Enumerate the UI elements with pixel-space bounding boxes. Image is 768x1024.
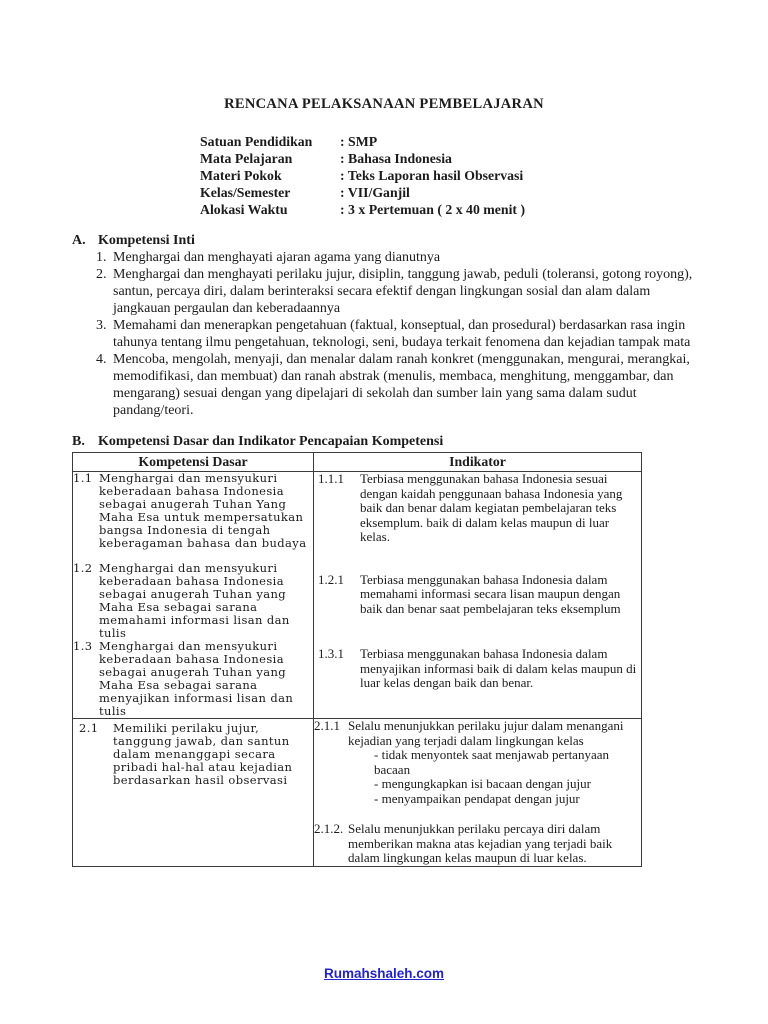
kd-item-text: Memiliki perilaku jujur, tanggung jawab, dan santun dalam menanggapi secara pribadi hal-hal atau kejadian berdasarkan hasil observasi bbox=[113, 721, 293, 787]
meta-value: : 3 x Pertemuan ( 2 x 40 menit ) bbox=[340, 202, 526, 217]
list-item bbox=[96, 351, 710, 419]
kd-item-text: Menghargai dan mensyukuri keberadaan bahasa Indonesia sebagai anugerah Tuhan yang Maha Esa sebagai sarana memahami informasi lisan dan tulis bbox=[99, 561, 290, 640]
indikator-number: 1.2.1 bbox=[318, 571, 344, 587]
bullet-line: - mengungkapkan isi bacaan dengan jujur bbox=[374, 776, 591, 791]
meta-row bbox=[200, 150, 768, 167]
table-header-row bbox=[73, 453, 642, 472]
list-item-text: Memahami dan menerapkan pengetahuan (faktual, konseptual, dan prosedural) berdasarkan rasa ingin tahunya tentang ilmu pengetahuan, teknologi, seni, budaya terkait fenomena dan kejadian tampak mata bbox=[113, 318, 691, 350]
kd-item-1-2 bbox=[73, 562, 313, 640]
indikator-item-1-3-1 bbox=[314, 647, 641, 691]
section-letter: A. bbox=[72, 233, 86, 248]
footer-link[interactable]: Rumahshaleh.com bbox=[323, 966, 445, 981]
meta-label: Satuan Pendidikan bbox=[200, 134, 313, 149]
section-letter: B. bbox=[72, 434, 85, 449]
kd-item-text: Menghargai dan mensyukuri keberadaan bahasa Indonesia sebagai anugerah Tuhan Yang Maha Esa untuk mempersatukan bangsa Indonesia di tengah keberagaman bahasa dan budaya bbox=[99, 471, 307, 550]
kompetensi-inti-list bbox=[72, 249, 710, 419]
indikator-text: Terbiasa menggunakan bahasa Indonesia sesuai dengan kaidah penggunaan bahasa Indonesia yang baik dan benar dalam kegiatan pembelajaran teks eksemplum. baik di dalam kelas maupun di luar kelas. bbox=[360, 471, 623, 544]
indikator-item-2-1-2 bbox=[314, 822, 633, 866]
meta-row bbox=[200, 184, 768, 201]
kd-item-number: 1.2 bbox=[73, 561, 93, 575]
indikator-item-1-2-1 bbox=[314, 573, 641, 617]
indikator-number: 2.1.2. bbox=[314, 821, 344, 836]
meta-value: : Bahasa Indonesia bbox=[340, 151, 452, 166]
meta-value: : Teks Laporan hasil Observasi bbox=[340, 168, 524, 183]
kd-item-2-1 bbox=[79, 722, 313, 787]
indikator-text: Selalu menunjukkan perilaku percaya diri dalam memberikan makna atas kejadian yang terjadi baik dalam lingkungan kelas maupun di luar kelas. bbox=[348, 821, 613, 865]
kd-item-1-1 bbox=[73, 472, 313, 550]
indikator-cell-2 bbox=[314, 719, 642, 867]
bullet-line: - menyampaikan pendapat dengan jujur bbox=[374, 790, 580, 806]
list-item-text: Mencoba, mengolah, menyaji, dan menalar dalam ranah konkret (menggunakan, mengurai, merangkai, memodifikasi, dan membuat) dan ranah abstrak (menulis, membaca, menghitung, menggambar, dan mengarang) sesuai dengan yang dipelajari di sekolah dan sumber lain yang sama dalam sudut pandang/teori. bbox=[113, 352, 690, 418]
section-heading-text: Kompetensi Dasar dan Indikator Pencapaian Kompetensi bbox=[98, 434, 444, 449]
section-a-heading bbox=[72, 232, 710, 249]
section-kompetensi-dasar bbox=[72, 433, 710, 867]
meta-row bbox=[200, 201, 768, 218]
list-item-text: Menghargai dan menghayati ajaran agama yang dianutnya bbox=[113, 250, 441, 265]
indikator-text: Terbiasa menggunakan bahasa Indonesia dalam menyajikan informasi baik di dalam kelas maupun di luar kelas dengan baik dan benar. bbox=[360, 646, 637, 690]
table-row bbox=[73, 719, 642, 867]
indikator-item-2-1-1 bbox=[314, 719, 633, 806]
page-footer bbox=[0, 966, 768, 981]
indikator-number: 2.1.1 bbox=[314, 718, 340, 733]
bullet-line: - tidak menyontek saat menjawab pertanyaan bacaan bbox=[374, 747, 609, 777]
list-item bbox=[96, 317, 710, 351]
meta-label: Kelas/Semester bbox=[200, 185, 291, 200]
indikator-item-1-1-1 bbox=[314, 472, 641, 545]
indikator-text-main: Selalu menunjukkan perilaku jujur dalam menangani kejadian yang terjadi dalam lingkungan kelas bbox=[348, 718, 624, 748]
list-item bbox=[96, 249, 710, 266]
column-header-indikator: Indikator bbox=[314, 453, 642, 472]
list-item-number: 4. bbox=[96, 352, 107, 367]
table-row bbox=[73, 472, 642, 719]
section-heading-text: Kompetensi Inti bbox=[98, 233, 195, 248]
list-item-text: Menghargai dan menghayati perilaku jujur, disiplin, tanggung jawab, peduli (toleransi, gotong royong), santun, percaya diri, dalam berinteraksi secara efektif dengan lingkungan sosial dan alam dalam jangkauan pergaulan dan keberadaannya bbox=[113, 267, 693, 316]
kd-item-1-3 bbox=[73, 640, 313, 718]
meta-label: Mata Pelajaran bbox=[200, 151, 293, 166]
column-header-kompetensi-dasar: Kompetensi Dasar bbox=[73, 453, 314, 472]
meta-value: : VII/Ganjil bbox=[340, 185, 410, 200]
meta-label: Materi Pokok bbox=[200, 168, 282, 183]
kompetensi-dasar-cell-2 bbox=[73, 719, 314, 867]
kompetensi-dasar-cell-1 bbox=[73, 472, 314, 719]
indikator-bullets bbox=[374, 748, 633, 806]
document-meta-block bbox=[200, 133, 768, 218]
list-item-number: 2. bbox=[96, 267, 107, 282]
meta-label: Alokasi Waktu bbox=[200, 202, 288, 217]
list-item-number: 3. bbox=[96, 318, 107, 333]
list-item bbox=[96, 266, 710, 317]
page-title: RENCANA PELAKSANAAN PEMBELAJARAN bbox=[224, 96, 544, 112]
meta-value: : SMP bbox=[340, 134, 378, 149]
kd-item-number: 1.3 bbox=[73, 639, 93, 653]
section-b-heading bbox=[72, 433, 710, 450]
list-item-number: 1. bbox=[96, 250, 107, 265]
kompetensi-indikator-table bbox=[72, 452, 642, 867]
kd-item-number: 2.1 bbox=[79, 721, 99, 735]
indikator-cell-1 bbox=[314, 472, 642, 719]
indikator-text: Terbiasa menggunakan bahasa Indonesia dalam memahami informasi secara lisan maupun dengan baik dan benar saat pembelajaran teks eksemplum bbox=[360, 571, 621, 616]
section-kompetensi-inti bbox=[72, 232, 710, 419]
indikator-text bbox=[348, 719, 633, 806]
kd-item-number: 1.1 bbox=[73, 471, 93, 485]
indikator-number: 1.1.1 bbox=[318, 471, 344, 486]
indikator-number: 1.3.1 bbox=[318, 646, 344, 661]
meta-row bbox=[200, 133, 768, 150]
meta-row bbox=[200, 167, 768, 184]
kd-item-text: Menghargai dan mensyukuri keberadaan bahasa Indonesia sebagai anugerah Tuhan yang Maha Esa sebagai sarana menyajikan informasi lisan dan tulis bbox=[99, 639, 294, 718]
